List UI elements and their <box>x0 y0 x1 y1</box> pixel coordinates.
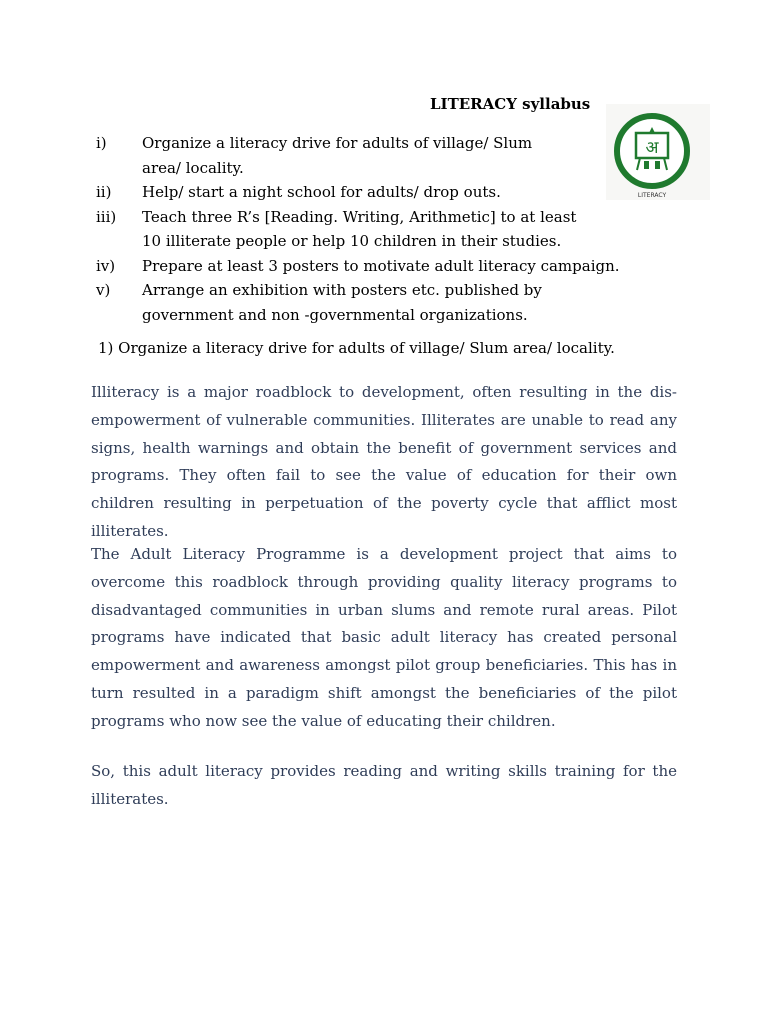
list-item-text: Help/ start a night school for adults/ drop outs. <box>142 183 501 201</box>
list-item-text: Arrange an exhibition with posters etc. published by government and non -governmental organizations. <box>142 281 542 324</box>
paragraph: Illiteracy is a major roadblock to development, often resulting in the dis-empowerment of vulnerable communities. Illiterates are unable to read any signs, health warnings and obtain the benefit of government services and programs. They often fail to see the value of education for their own children resulting in perpetuation of the poverty cycle that afflict most illiterates. <box>91 383 677 540</box>
syllabus-list <box>96 131 626 327</box>
list-item <box>96 131 626 180</box>
list-item <box>96 205 626 254</box>
list-item-text: Organize a literacy drive for adults of village/ Slum area/ locality. <box>142 134 533 177</box>
list-item <box>96 278 626 327</box>
svg-text:LITERACY: LITERACY <box>637 192 667 199</box>
section-heading: 1) Organize a literacy drive for adults of village/ Slum area/ locality. <box>98 339 615 357</box>
list-item-number: i) <box>96 134 107 152</box>
list-item-number: iii) <box>96 207 117 226</box>
list-item <box>96 180 626 205</box>
page-title: LITERACY syllabus <box>430 95 591 113</box>
paragraph: So, this adult literacy provides reading and writing skills training for the illiterates. <box>91 762 677 808</box>
list-item-number: ii) <box>96 183 112 201</box>
paragraph: The Adult Literacy Programme is a development project that aims to overcome this roadblock through providing quality literacy programs to disadvantaged communities in urban slums and remote rural areas. Pilot programs have indicated that basic adult literacy has created personal empowerment and awareness amongst pilot group beneficiaries. This has in turn resulted in a paradigm shift amongst the beneficiaries of the pilot programs who now see the value of educating their children. <box>91 545 677 730</box>
list-item <box>96 254 626 279</box>
list-item-text: Teach three R’s [Reading. Writing, Arithmetic] to at least 10 illiterate people or help 10 children in their studies. <box>142 207 577 250</box>
svg-text:अ: अ <box>645 138 659 158</box>
list-item-number: v) <box>96 281 111 299</box>
list-item-number: iv) <box>96 256 116 275</box>
list-item-text: Prepare at least 3 posters to motivate adult literacy campaign. <box>142 256 620 275</box>
